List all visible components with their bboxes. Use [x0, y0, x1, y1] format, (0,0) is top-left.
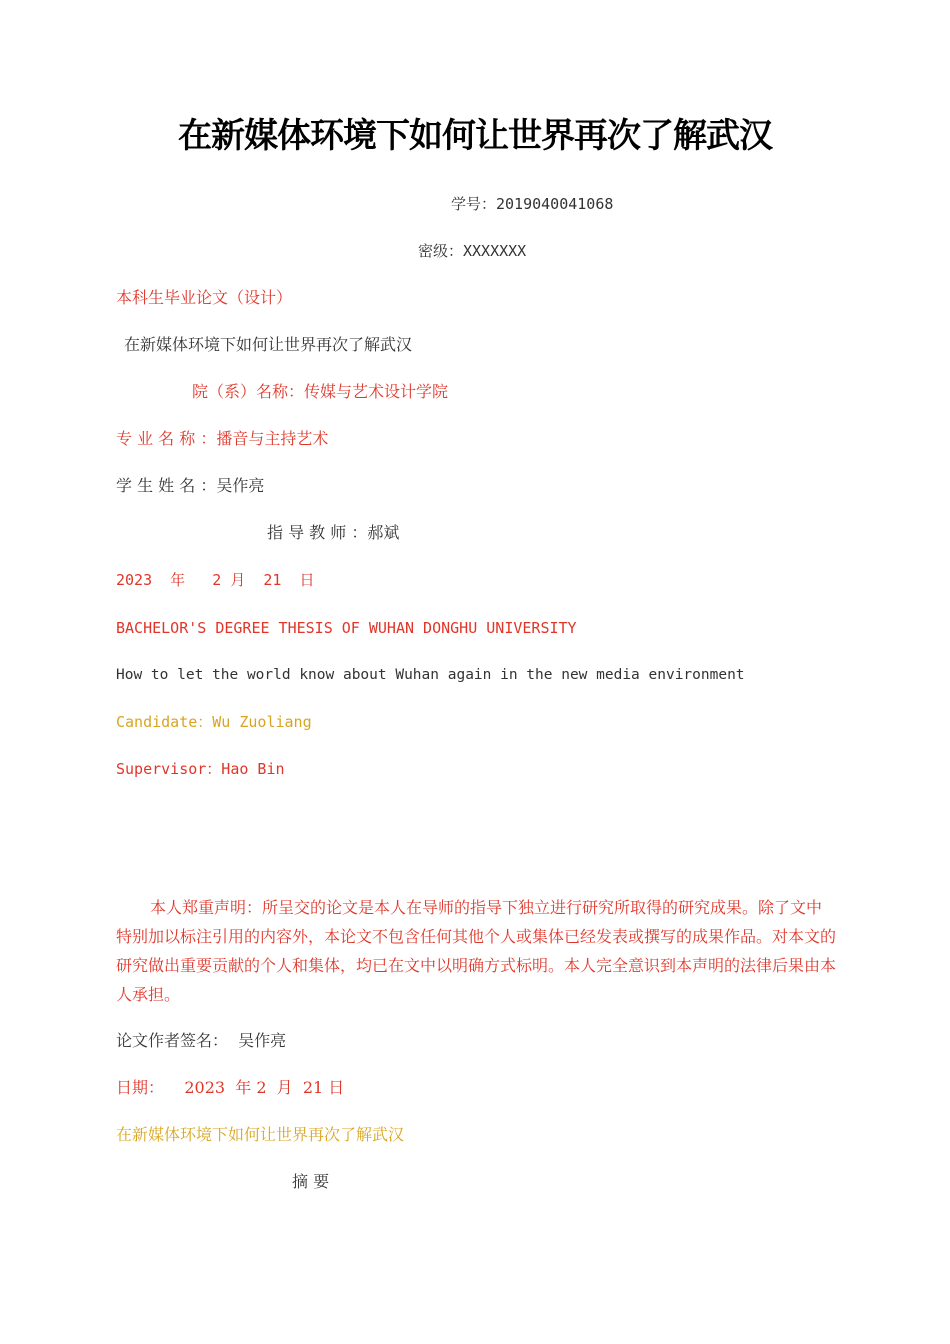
student-id: 学号：2019040041068 [451, 195, 614, 213]
author-signature: 论文作者签名： 吴作亮 [116, 1031, 287, 1050]
thesis-title-en: How to let the world know about Wuhan again in the new media environment [116, 667, 745, 683]
department: 院（系）名称：传媒与艺术设计学院 [192, 382, 449, 401]
major: 专 业 名 称 ：播音与主持艺术 [116, 429, 329, 448]
supervisor: Supervisor：Hao Bin [116, 760, 285, 778]
candidate: Candidate：Wu Zuoliang [116, 713, 312, 731]
thesis-title-cn: 在新媒体环境下如何让世界再次了解武汉 [124, 335, 413, 354]
sign-date: 日期： 2023 年 2 月 21 日 [116, 1078, 345, 1097]
footer-title: 在新媒体环境下如何让世界再次了解武汉 [116, 1125, 405, 1144]
advisor: 指 导 教 师 ：郝斌 [267, 523, 400, 542]
declaration-paragraph: 本人郑重声明：所呈交的论文是本人在导师的指导下独立进行研究所取得的研究成果。除了文中特别加以标注引用的内容外，本论文不包含任何其他个人或集体已经发表或撰写的成果作品。对本文的研究做出重要贡献的个人和集体，均已在文中以明确方式标明。本人完全意识到本声明的法律后果由本人承担。 [116, 898, 837, 1004]
document-title: 在新媒体环境下如何让世界再次了解武汉 [178, 116, 772, 156]
security-level: 密级：XXXXXXX [418, 242, 527, 260]
student-name: 学 生 姓 名 ：吴作亮 [116, 476, 265, 495]
thesis-type: 本科生毕业论文（设计） [116, 288, 293, 307]
degree-en: BACHELOR'S DEGREE THESIS OF WUHAN DONGHU UNIVERSITY [116, 619, 577, 637]
date-cn: 2023 年 2 月 21 日 [116, 571, 315, 589]
abstract-heading: 摘 要 [292, 1172, 330, 1191]
